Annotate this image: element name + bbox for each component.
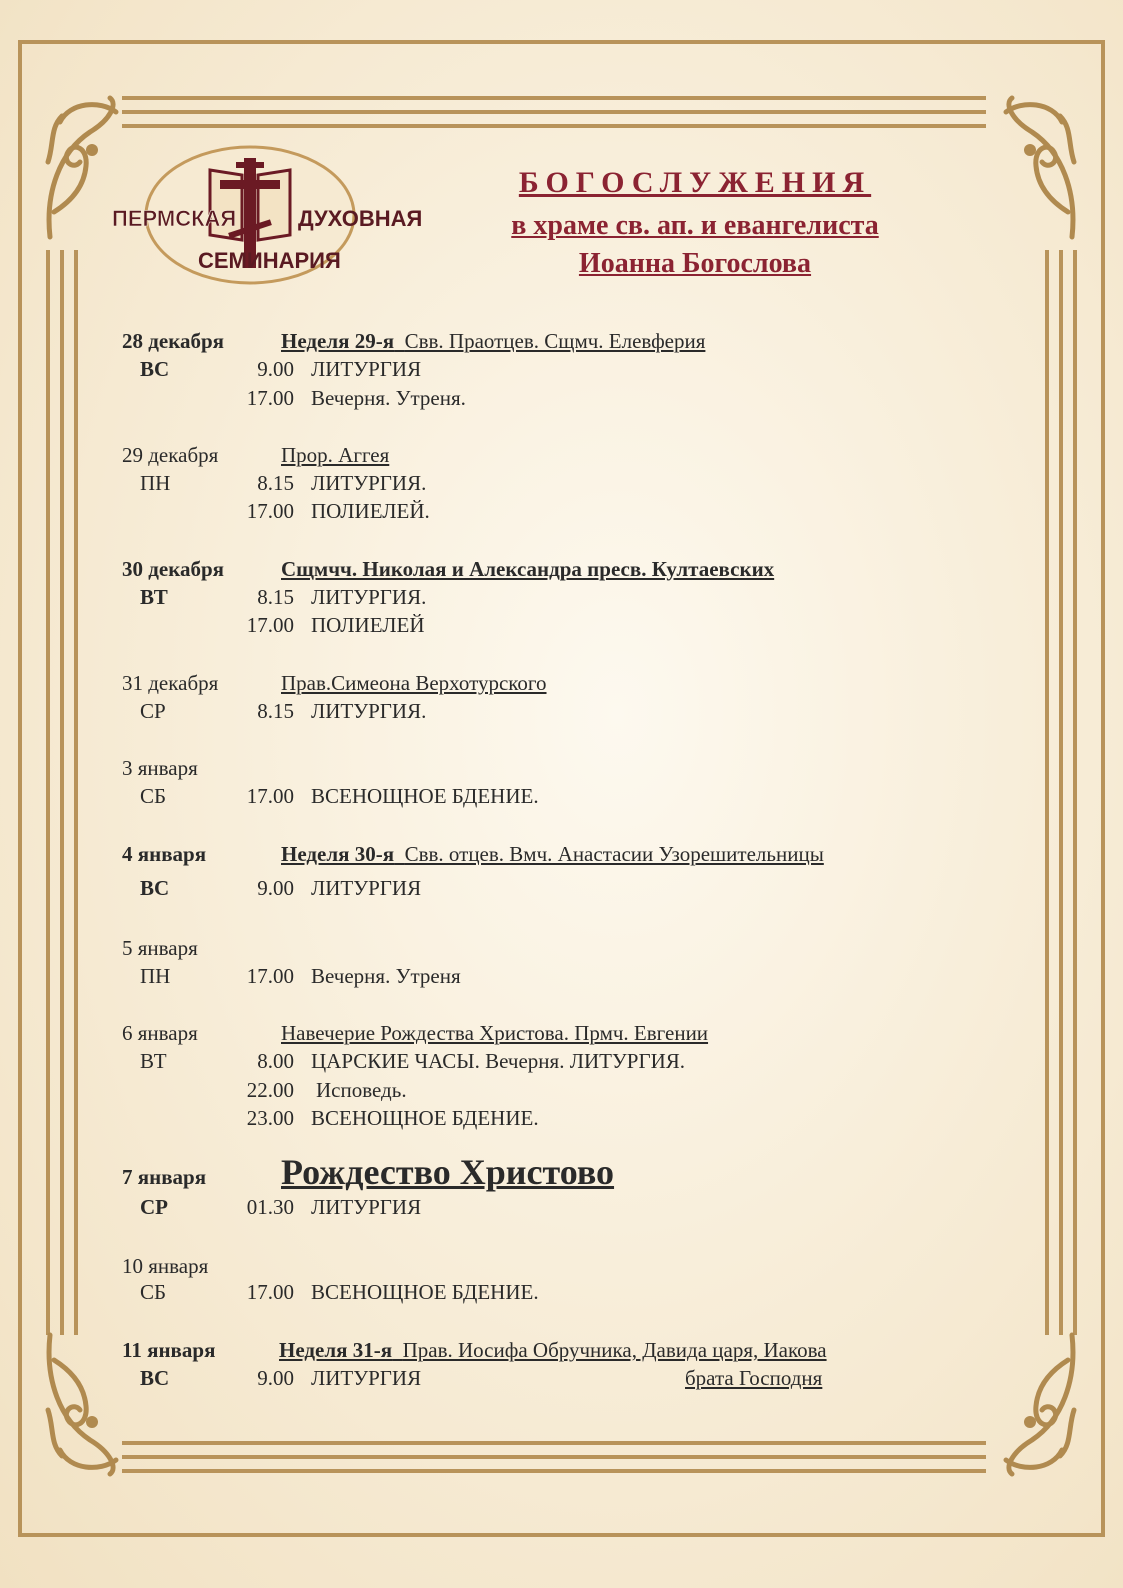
feast-title: Прор. Аггея <box>281 443 390 467</box>
entry-day: СБ <box>140 784 167 808</box>
service-name: ЦАРСКИЕ ЧАСЫ. Вечерня. ЛИТУРГИЯ. <box>311 1049 686 1073</box>
top-rule-2 <box>122 110 986 114</box>
entry-date: 6 января <box>122 1021 198 1045</box>
service-time: 9.00 <box>257 357 294 381</box>
service-name: ЛИТУРГИЯ. <box>311 471 427 495</box>
service-name: Исповедь. <box>316 1078 407 1102</box>
service-name: ПОЛИЕЛЕЙ <box>311 613 425 637</box>
corner-ornament-icon <box>40 1330 124 1480</box>
corner-ornament-icon <box>998 1330 1082 1480</box>
service-name: ВСЕНОЩНОЕ БДЕНИЕ. <box>311 784 539 808</box>
bottom-rule-2 <box>122 1455 986 1459</box>
feast-title-continuation: брата Господня <box>685 1366 823 1390</box>
entry-day: ВС <box>140 357 170 381</box>
logo-text-left: ПЕРМСКАЯ <box>112 206 237 231</box>
entry-date: 4 января <box>122 842 207 866</box>
entry-day: ПН <box>140 471 171 495</box>
entry-day: ВС <box>140 1366 170 1390</box>
entry-date: 7 января <box>122 1165 207 1189</box>
service-time: 8.15 <box>257 699 294 723</box>
corner-ornament-icon <box>998 92 1082 242</box>
service-time: 8.15 <box>257 471 294 495</box>
entry-date: 29 декабря <box>122 443 219 467</box>
service-name: ЛИТУРГИЯ <box>311 357 422 381</box>
entry-date: 28 декабря <box>122 329 225 353</box>
left-rule-2 <box>60 250 64 1335</box>
page-title <box>460 160 930 282</box>
feast-title: Навечерие Рождества Христова. Прмч. Евгении <box>281 1021 709 1045</box>
service-time: 8.15 <box>257 585 294 609</box>
entry-date: 31 декабря <box>122 671 219 695</box>
entry-date: 30 декабря <box>122 557 225 581</box>
right-rule-3 <box>1073 250 1077 1335</box>
left-rule-1 <box>46 250 50 1335</box>
top-rule-3 <box>122 124 986 128</box>
logo-text-right: ДУХОВНАЯ <box>298 206 423 231</box>
service-name: ПОЛИЕЛЕЙ. <box>311 499 430 523</box>
service-name: ЛИТУРГИЯ <box>311 1366 422 1390</box>
entry-day: СБ <box>140 1280 167 1304</box>
entry-date: 5 января <box>122 936 198 960</box>
service-name: Вечерня. Утреня <box>311 964 461 988</box>
service-time: 17.00 <box>246 1280 294 1304</box>
feast-title: Неделя 29-я Свв. Праотцев. Сщмч. Елевферия <box>281 329 706 353</box>
service-time: 17.00 <box>246 499 294 523</box>
right-rule-2 <box>1059 250 1063 1335</box>
service-name: Вечерня. Утреня. <box>311 386 466 410</box>
service-time: 17.00 <box>246 613 294 637</box>
service-name: ЛИТУРГИЯ. <box>311 699 427 723</box>
entry-day: СР <box>140 1195 168 1219</box>
service-name: ЛИТУРГИЯ <box>311 1195 422 1219</box>
title-line-1: БОГОСЛУЖЕНИЯ <box>518 166 872 199</box>
feast-title: Сщмчч. Николая и Александра пресв. Култаевских <box>281 557 775 581</box>
seminary-logo <box>110 140 423 290</box>
service-name: ЛИТУРГИЯ <box>311 876 422 900</box>
service-time: 23.00 <box>246 1106 294 1130</box>
service-time: 9.00 <box>257 876 294 900</box>
title-line-3: Иоанна Богослова <box>578 248 812 279</box>
service-time: 17.00 <box>246 784 294 808</box>
service-time: 8.00 <box>257 1049 294 1073</box>
feast-title: Неделя 30-я Свв. отцев. Вмч. Анастасии Узорешительницы <box>281 842 824 866</box>
entry-day: СР <box>140 699 166 723</box>
feast-title-major: Рождество Христово <box>281 1152 615 1192</box>
entry-date: 11 января <box>122 1338 216 1362</box>
service-time: 17.00 <box>246 964 294 988</box>
left-rule-3 <box>74 250 78 1335</box>
top-rule-1 <box>122 96 986 100</box>
service-time: 22.00 <box>246 1078 294 1102</box>
feast-title: Неделя 31-я Прав. Иосифа Обручника, Давида царя, Иакова <box>279 1338 827 1362</box>
logo-text-bottom: СЕМИНАРИЯ <box>198 248 341 273</box>
title-line-2: в храме св. ап. и евангелиста <box>511 210 879 241</box>
service-name: ВСЕНОЩНОЕ БДЕНИЕ. <box>311 1280 539 1304</box>
service-time: 17.00 <box>246 386 294 410</box>
entry-date: 3 января <box>122 756 198 780</box>
entry-date: 10 января <box>122 1254 209 1278</box>
entry-day: ВТ <box>140 585 168 609</box>
service-time: 9.00 <box>257 1366 294 1390</box>
bottom-rule-1 <box>122 1441 986 1445</box>
service-time: 01.30 <box>246 1195 294 1219</box>
right-rule-1 <box>1045 250 1049 1335</box>
entry-day: ВТ <box>140 1049 167 1073</box>
service-name: ВСЕНОЩНОЕ БДЕНИЕ. <box>311 1106 539 1130</box>
service-name: ЛИТУРГИЯ. <box>311 585 427 609</box>
entry-day: ВС <box>140 876 170 900</box>
bottom-rule-3 <box>122 1469 986 1473</box>
feast-title: Прав.Симеона Верхотурского <box>281 671 547 695</box>
entry-day: ПН <box>140 964 171 988</box>
